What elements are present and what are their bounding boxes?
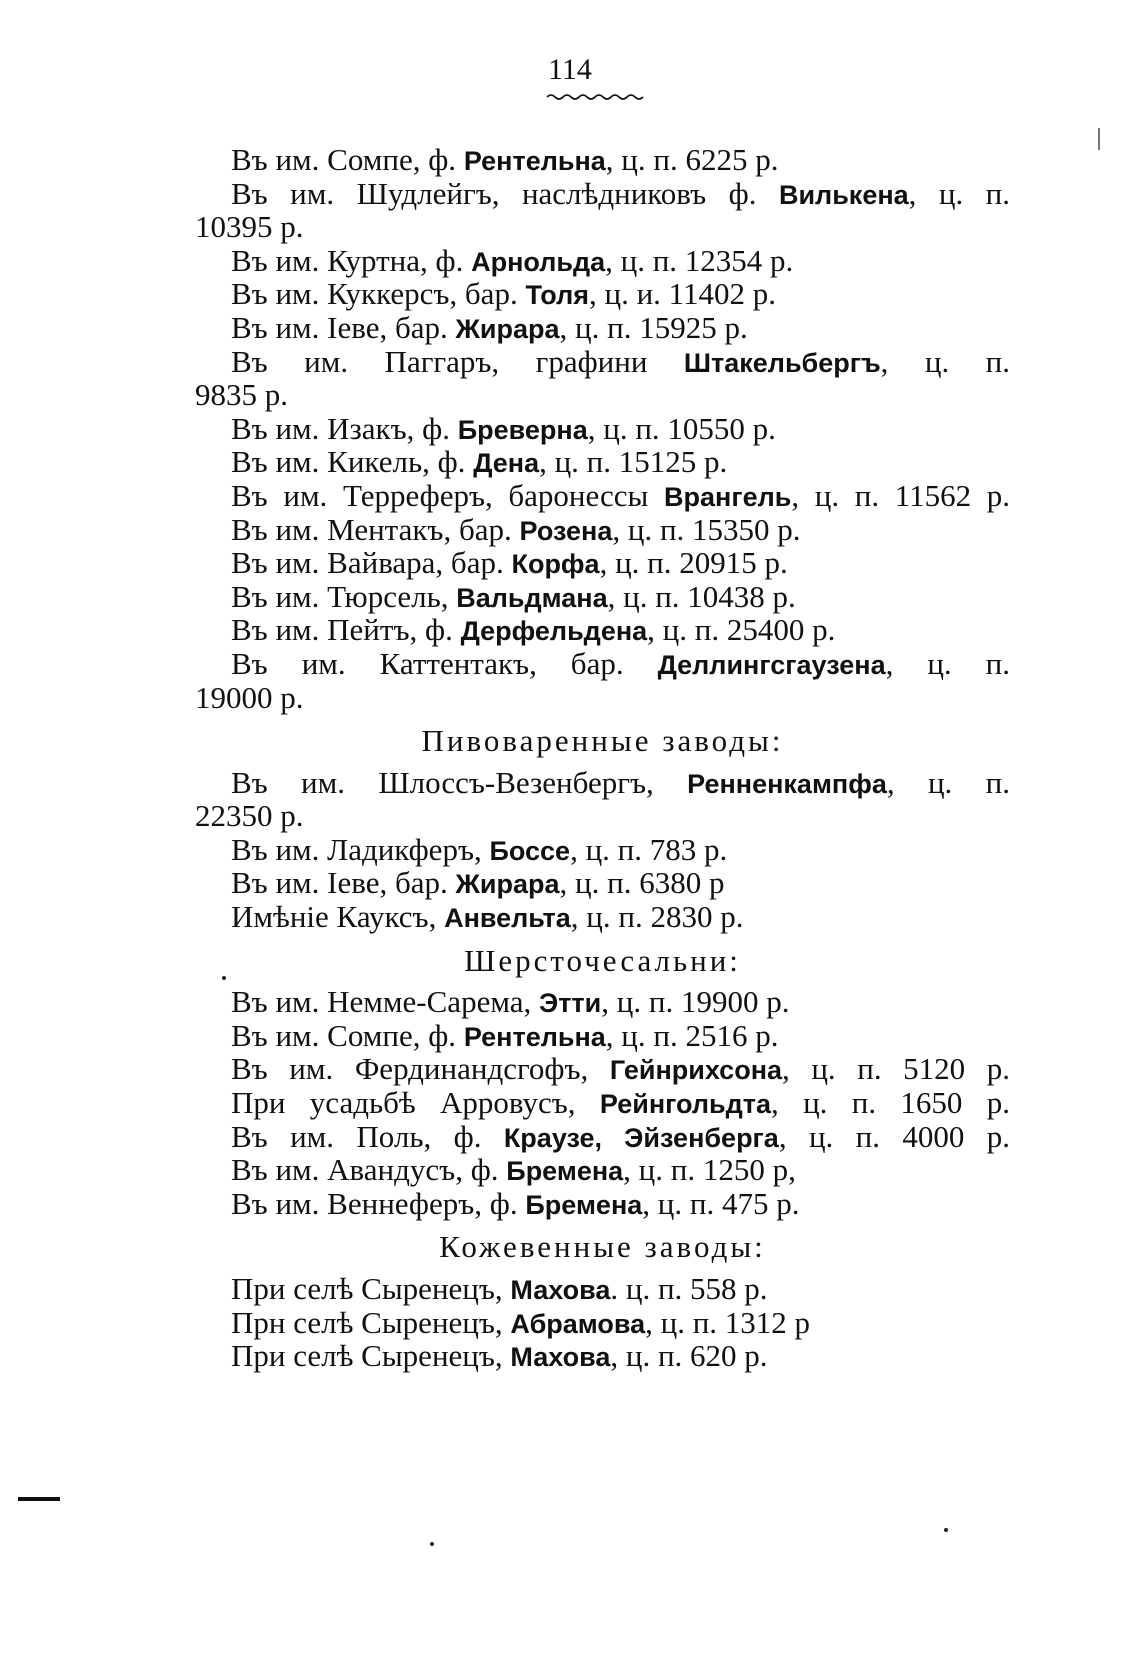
entry-text: Кожевенные заводы: xyxy=(439,1229,766,1265)
entry-value: , ц. п. 12354 р. xyxy=(605,242,794,278)
owner-name: Жирара xyxy=(455,869,560,900)
entry-text: Въ им. Фердинандсгофъ, xyxy=(231,1051,610,1087)
entry-value: , ц. п. xyxy=(885,645,1011,681)
entry-line xyxy=(195,613,1010,647)
entry-value: , ц. и. 11402 р. xyxy=(588,276,777,312)
page-number-ornament xyxy=(545,92,645,102)
entry-text: Имѣніе Кауксъ, xyxy=(231,899,445,935)
entry-text: Въ им. Паггаръ, графини xyxy=(231,343,684,379)
entry-text: Въ им. Пейтъ, ф. xyxy=(231,612,461,648)
entry-line xyxy=(195,210,1010,244)
entry-text: Въ им. Сомпе, ф. xyxy=(231,142,464,177)
entry-line xyxy=(195,513,1010,547)
owner-name: Розена xyxy=(519,515,613,546)
entry-value: , ц. п. 2830 р. xyxy=(570,899,744,935)
entry-text: Въ им. Іеве, бар. xyxy=(231,309,456,345)
entry-line xyxy=(195,311,1010,345)
owner-name: Врангель xyxy=(664,481,792,512)
owner-name: Вилькена xyxy=(778,179,909,210)
owner-name: Бремена xyxy=(506,1156,624,1187)
owner-name: Дерфельдена xyxy=(460,616,648,647)
entry-value: , ц. п. 11562 р. xyxy=(791,477,1010,513)
entry-value: , ц. п. 4000 р. xyxy=(778,1118,1010,1154)
scan-margin-dash xyxy=(18,1497,60,1501)
entry-text: 9835 р. xyxy=(195,377,288,413)
scan-speck xyxy=(430,1542,434,1546)
entry-value: , ц. п. 6225 р. xyxy=(605,142,779,177)
owner-name: Махова xyxy=(510,1275,611,1305)
entry-text: Пивоваренные заводы: xyxy=(421,723,784,759)
entry-text: Въ им. Тюрсель, xyxy=(231,578,457,614)
entry-line xyxy=(195,412,1010,446)
section-heading xyxy=(195,1230,1010,1264)
owner-name: Рейнгольдта xyxy=(599,1089,771,1120)
owner-name: Вальдмана xyxy=(456,582,608,613)
entry-value: , ц. п. 2516 р. xyxy=(605,1017,779,1053)
entry-value: , ц. п. 475 р. xyxy=(642,1185,800,1221)
scan-speck xyxy=(222,976,226,980)
entry-value: , ц. п. 25400 р. xyxy=(647,612,836,648)
entry-line xyxy=(195,244,1010,278)
entry-text: При селѣ Сыренецъ, xyxy=(231,1338,511,1374)
entry-value: . ц. п. 558 р. xyxy=(610,1271,768,1306)
owner-name: Дена xyxy=(473,448,540,479)
entry-line xyxy=(195,177,1010,211)
entry-value: , ц. п. 1650 р. xyxy=(771,1085,1010,1121)
entry-line xyxy=(195,866,1010,900)
owner-name: Гейнрихсона xyxy=(609,1055,783,1086)
entry-text: Въ им. Ладикферъ, xyxy=(231,831,490,867)
owner-name: Абрамова xyxy=(510,1308,646,1339)
entry-line xyxy=(195,985,1010,1019)
entry-line xyxy=(195,378,1010,412)
entry-text: Шерсточесальни: xyxy=(464,942,741,978)
section-heading xyxy=(195,724,1010,758)
entry-text: Въ им. Куртна, ф. xyxy=(231,242,472,278)
entry-text: Въ им. Шудлейгъ, наслѣдниковъ ф. xyxy=(231,175,779,211)
entry-line xyxy=(195,833,1010,867)
entry-line xyxy=(195,766,1010,800)
entry-text: Прн селѣ Сыренецъ, xyxy=(231,1304,511,1340)
entry-line xyxy=(195,647,1010,681)
entry-line xyxy=(195,1019,1010,1053)
entry-text: Въ им. Изакъ, ф. xyxy=(231,410,458,446)
entry-text: Въ им. Сомпе, ф. xyxy=(231,1017,464,1053)
entry-text: Въ им. Каттентакъ, бар. xyxy=(231,645,658,681)
entry-value: , ц. п. 10550 р. xyxy=(587,410,776,446)
owner-name: Арнольда xyxy=(471,246,606,277)
entry-text: 10395 р. xyxy=(195,209,304,245)
entry-line xyxy=(195,580,1010,614)
entry-text: Въ им. Поль, ф. xyxy=(231,1118,504,1154)
entry-value: , ц. п. 783 р. xyxy=(570,831,728,867)
owner-name: Ренненкампфа xyxy=(687,768,887,799)
entry-text: Въ им. Немме-Сарема, xyxy=(231,984,539,1020)
scan-margin-mark xyxy=(1098,128,1100,150)
entry-line xyxy=(195,1086,1010,1120)
entry-text: Въ им. Ментакъ, бар. xyxy=(231,511,520,547)
entry-value: , ц. п. 19900 р. xyxy=(601,984,790,1020)
owner-name: Бремена xyxy=(525,1189,643,1220)
owner-name: Жирара xyxy=(455,313,560,344)
section-heading xyxy=(195,944,1010,978)
entry-line xyxy=(195,681,1010,715)
entry-value: , ц. п. 6380 р xyxy=(559,865,725,901)
entry-text: Въ им. Авандусъ, ф. xyxy=(231,1152,507,1188)
entry-line xyxy=(195,345,1010,379)
entry-line xyxy=(195,1187,1010,1221)
owner-name: Корфа xyxy=(511,549,600,580)
entry-value: , ц. п. 15350 р. xyxy=(612,511,801,547)
entry-line xyxy=(195,1272,1010,1306)
entry-value: , ц. п. xyxy=(880,343,1010,379)
entry-value: , ц. п. 20915 р. xyxy=(599,545,788,581)
document-body xyxy=(195,143,1010,1373)
entry-value: , ц. п. 1312 р xyxy=(645,1304,811,1340)
entry-text: Въ им. Веннеферъ, ф. xyxy=(231,1185,526,1221)
entry-value: , ц. п. 1250 р, xyxy=(623,1152,796,1188)
entry-value: , ц. п. xyxy=(908,175,1011,211)
entry-value: , ц. п. xyxy=(886,764,1010,800)
entry-text: Въ им. Терреферъ, баронессы xyxy=(231,477,665,513)
entry-line xyxy=(195,1120,1010,1154)
entry-text: При селѣ Сыренецъ, xyxy=(231,1271,511,1306)
entry-text: Въ им. Кикель, ф. xyxy=(231,444,474,480)
owner-name: Толя xyxy=(525,280,589,311)
owner-name: Этти xyxy=(539,988,602,1019)
owner-name: Деллингсгаузена xyxy=(657,649,886,680)
entry-text: 19000 р. xyxy=(195,679,304,715)
owner-name: Бреверна xyxy=(457,414,588,445)
entry-text: Въ им. Куккерсъ, бар. xyxy=(231,276,526,312)
entry-line xyxy=(195,479,1010,513)
entry-value: , ц. п. 15925 р. xyxy=(559,309,748,345)
owner-name: Рентельна xyxy=(463,146,606,176)
entry-line xyxy=(195,900,1010,934)
entry-line xyxy=(195,1339,1010,1373)
entry-line xyxy=(195,1052,1010,1086)
entry-value: , ц. п. 5120 р. xyxy=(782,1051,1010,1087)
entry-line xyxy=(195,1153,1010,1187)
entry-value: , ц. п. 10438 р. xyxy=(607,578,796,614)
entry-line xyxy=(195,445,1010,479)
owner-name: Анвельта xyxy=(444,903,571,934)
entry-text: Въ им. Вайвара, бар. xyxy=(231,545,512,581)
entry-text: Въ им. Шлоссъ-Везенбергъ, xyxy=(231,764,688,800)
owner-name: Рентельна xyxy=(463,1021,606,1052)
entry-line xyxy=(195,277,1010,311)
entry-text: Въ им. Іеве, бар. xyxy=(231,865,456,901)
page-number: 114 xyxy=(548,53,592,86)
owner-name: Боссе xyxy=(489,835,571,866)
entry-text: 22350 р. xyxy=(195,798,304,834)
entry-text: При усадьбѣ Арровусъ, xyxy=(231,1085,600,1121)
owner-name: Махова xyxy=(510,1342,611,1373)
entry-value: , ц. п. 15125 р. xyxy=(539,444,728,480)
entry-line xyxy=(195,1306,1010,1340)
entry-line xyxy=(195,546,1010,580)
owner-name: Штакельбергъ xyxy=(683,347,881,378)
entry-line xyxy=(195,799,1010,833)
owner-name: Краузе, Эйзенберга xyxy=(503,1122,779,1153)
scan-speck xyxy=(944,1528,948,1532)
entry-line xyxy=(195,143,1010,177)
entry-value: , ц. п. 620 р. xyxy=(610,1338,768,1374)
